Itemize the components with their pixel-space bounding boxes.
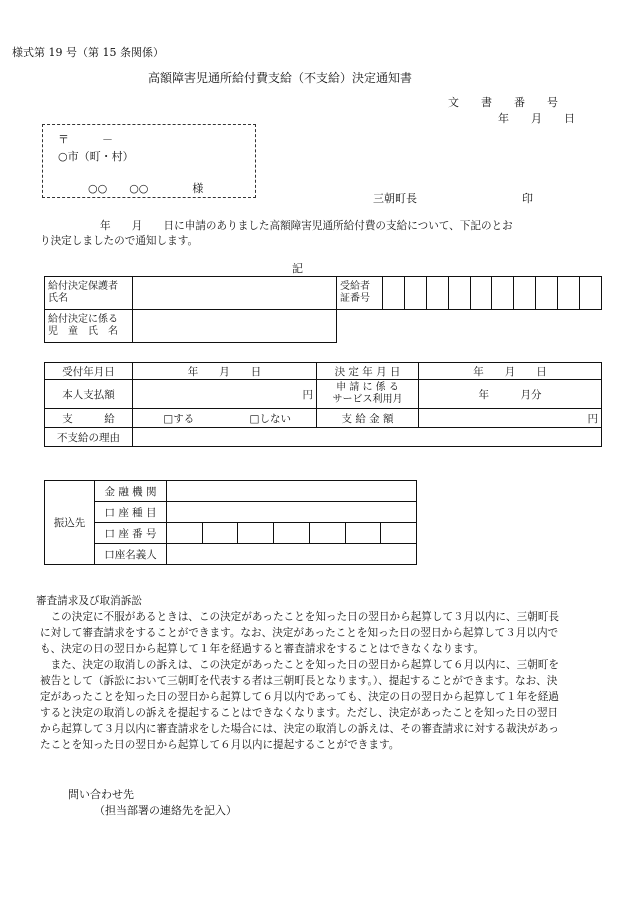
payment-amount-label: 支 給 金 額 [317, 409, 419, 428]
recipient-number-label: 受給者 証番号 [337, 277, 383, 310]
guardian-table [44, 276, 602, 310]
account-number-digit[interactable] [381, 523, 417, 544]
service-month-label: 申 請 に 係 る サービス利用月 [317, 380, 419, 409]
service-month-value[interactable]: 年 月分 [419, 380, 602, 409]
decision-date-label: 決 定 年 月 日 [317, 363, 419, 380]
document-date: 年 月 日 [498, 112, 575, 125]
account-type-label: 口 座 種 目 [95, 502, 167, 523]
recipient-number-digit[interactable] [383, 277, 405, 310]
payment-no-checkbox[interactable]: □しない [225, 409, 317, 428]
account-number-digit[interactable] [345, 523, 381, 544]
issuer-name: 三朝町長 [373, 192, 417, 205]
child-name-label: 給付決定に係る 児 童 氏 名 [45, 310, 133, 343]
self-pay-label: 本人支払額 [45, 380, 133, 409]
nonpayment-reason-label: 不支給の理由 [45, 428, 133, 447]
decision-table [44, 362, 602, 447]
account-number-digit[interactable] [167, 523, 203, 544]
account-number-digit[interactable] [238, 523, 274, 544]
recipient-number-digit[interactable] [448, 277, 470, 310]
recipient-number-digit[interactable] [514, 277, 536, 310]
appeal-paragraph-1: この決定に不服があるときは、この決定があったことを知った日の翌日から起算して３月以内に、三朝町長 に対して審査請求をすることができます。なお、決定があったことを知った日の翌日から起算して３月以内で も、決定の日の翌日から起算して１年を経過すると審査請求をすることはできなくなります。 [40, 611, 559, 655]
guardian-name-cell[interactable] [133, 277, 337, 310]
account-holder-value[interactable] [167, 544, 417, 565]
guardian-label: 給付決定保護者 氏名 [45, 277, 133, 310]
account-number-label: 口 座 番 号 [95, 523, 167, 544]
contact-label: 問い合わせ先 [68, 788, 134, 801]
document-number: 文 書 番 号 [448, 96, 558, 109]
page-title: 高額障害児通所給付費支給（不支給）決定通知書 [148, 71, 413, 85]
recipient-number-digit[interactable] [536, 277, 558, 310]
ki-heading: 記 [292, 262, 303, 275]
received-date-value[interactable]: 年 月 日 [133, 363, 317, 380]
account-type-value[interactable] [167, 502, 417, 523]
nonpayment-reason-value[interactable] [133, 428, 602, 447]
payment-yes-checkbox[interactable]: □する [133, 409, 225, 428]
self-pay-value[interactable]: 円 [133, 380, 317, 409]
address-city: ○市（町・村） [58, 150, 134, 163]
intro-line-1: 年 月 日に申請のありました高額障害児通所給付費の支給について、下記のとお [100, 220, 513, 232]
appeal-paragraph-2: また、決定の取消しの訴えは、この決定があったことを知った日の翌日から起算して６月以内に、三朝町を 被告として（訴訟において三朝町を代表する者は三朝町長となります。）、提起することができます。なお、決 定があったことを知った日の翌日から起算して６月以内であっても、決定の日の翌日から起算して１年を経過 すると決定の取消しの訴えを提起することはできなくなります。ただし、決定があったことを知った日の翌日 から起算して３月以内に審査請求をした場合には、決定の取消しの訴えは、その審査請求に対する裁決があっ たことを知った日の翌日から起算して６月以内に提起することができます。 [40, 659, 559, 751]
account-number-digit[interactable] [274, 523, 310, 544]
received-date-label: 受付年月日 [45, 363, 133, 380]
form-number: 様式第 19 号（第 15 条関係） [12, 46, 164, 59]
recipient-name: ○○ ○○ 様 [88, 182, 204, 195]
seal-mark: 印 [522, 192, 533, 205]
payment-label: 支 給 [45, 409, 133, 428]
payment-amount-value[interactable]: 円 [419, 409, 602, 428]
appeal-heading: 審査請求及び取消訴訟 [36, 595, 142, 607]
recipient-number-digit[interactable] [492, 277, 514, 310]
intro-line-2: り決定しましたので通知します。 [40, 235, 199, 247]
recipient-number-digit[interactable] [470, 277, 492, 310]
account-number-digit[interactable] [202, 523, 238, 544]
child-name-cell[interactable] [133, 310, 337, 343]
recipient-number-digit[interactable] [558, 277, 580, 310]
transfer-label: 振込先 [45, 481, 95, 565]
postal-code: 〒 － [58, 133, 113, 146]
recipient-number-digit[interactable] [404, 277, 426, 310]
decision-date-value[interactable]: 年 月 日 [419, 363, 602, 380]
recipient-number-digit[interactable] [580, 277, 602, 310]
account-number-digit[interactable] [309, 523, 345, 544]
recipient-number-digit[interactable] [426, 277, 448, 310]
account-holder-label: 口座名義人 [95, 544, 167, 565]
bank-label: 金 融 機 関 [95, 481, 167, 502]
child-table [44, 309, 337, 343]
bank-value[interactable] [167, 481, 417, 502]
transfer-table [44, 480, 417, 565]
contact-note: （担当部署の連絡先を記入） [94, 804, 237, 817]
